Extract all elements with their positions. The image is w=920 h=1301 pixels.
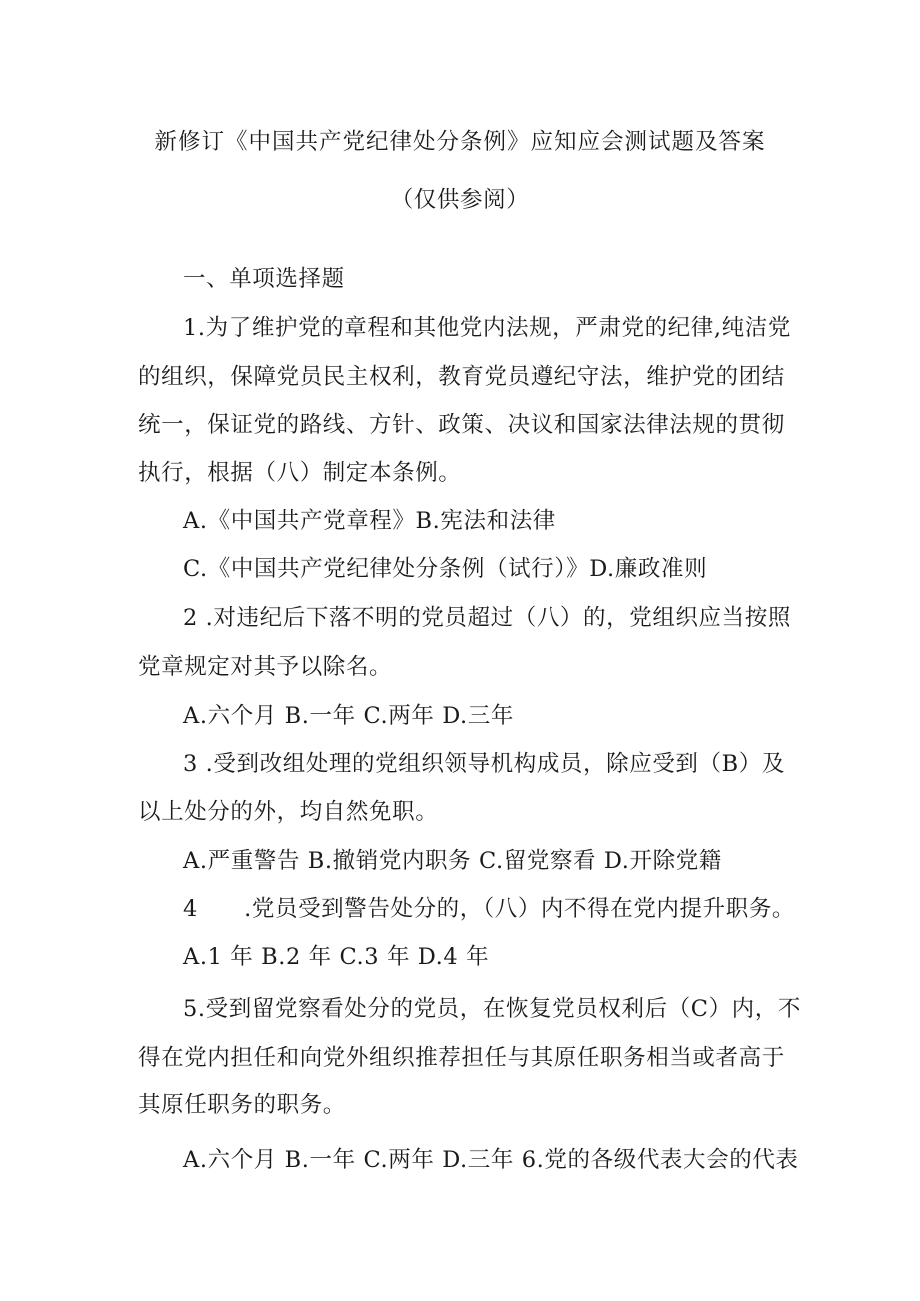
text-line: 得在党内担任和向党外组织推荐担任与其原任职务相当或者高于: [138, 1045, 785, 1071]
text-line: A.六个月 B.一年 C.两年 D.三年 6.党的各级代表大会的代表: [183, 1147, 799, 1173]
text-line: 执行，根据（八）制定本条例。: [138, 460, 462, 486]
document-title: 新修订《中国共产党纪律处分条例》应知应会测试题及答案: [154, 129, 766, 155]
text-line: 统一，保证党的路线、方针、政策、决议和国家法律法规的贯彻: [138, 412, 785, 438]
text-line: A.严重警告 B.撤销党内职务 C.留党察看 D.开除党籍: [183, 848, 722, 874]
text-line: A.《中国共产党章程》B.宪法和法律: [183, 508, 556, 534]
text-line: 其原任职务的职务。: [138, 1092, 346, 1118]
text-line: 以上处分的外，均自然免职。: [138, 799, 439, 825]
text-line: 5.受到留党察看处分的党员，在恢复党员权利后（C）内，不: [183, 996, 801, 1022]
text-line: 4 .党员受到警告处分的，（八）内不得在党内提升职务。: [183, 896, 796, 922]
text-line: C.《中国共产党纪律处分条例（试行）》D.廉政准则: [183, 556, 708, 582]
text-line: 党章规定对其予以除名。: [138, 654, 393, 680]
text-line: A.1 年 B.2 年 C.3 年 D.4 年: [183, 944, 490, 970]
text-line: 的组织，保障党员民主权利，教育党员遵纪守法，维护党的团结: [138, 364, 785, 390]
text-line: 2 .对违纪后下落不明的党员超过（八）的，党组织应当按照: [183, 605, 791, 631]
text-line: A.六个月 B.一年 C.两年 D.三年: [183, 703, 514, 729]
document-subtitle: （仅供参阅）: [390, 187, 530, 213]
section-heading: 一、单项选择题: [183, 266, 345, 292]
text-line: 1.为了维护党的章程和其他党内法规，严肃党的纪律,纯洁党: [183, 315, 791, 341]
text-line: 3 .受到改组处理的党组织领导机构成员，除应受到（B）及: [183, 751, 785, 777]
